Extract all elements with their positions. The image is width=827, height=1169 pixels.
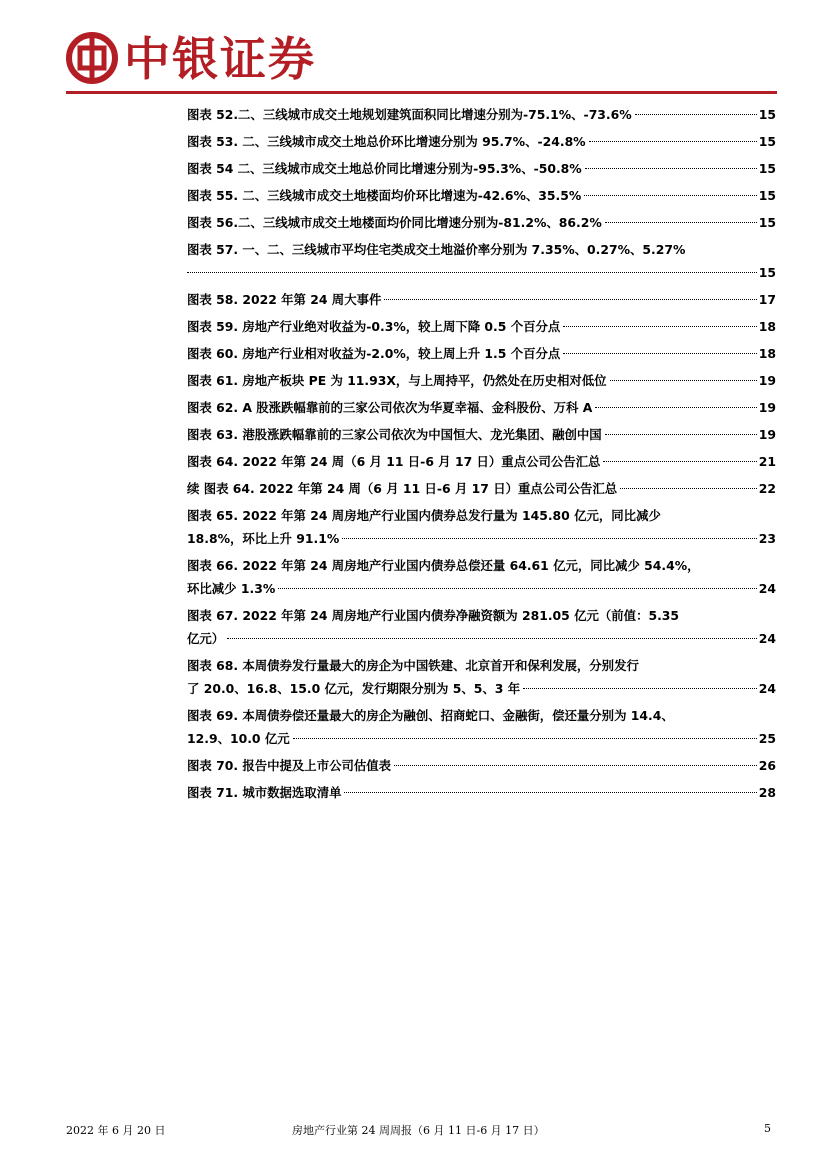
dot-leader — [384, 299, 756, 300]
toc-entry-text: 图表 68. 本周债券发行量最大的房企为中国铁建、北京首开和保利发展，分别发行 — [187, 658, 639, 673]
report-title: 房地产行业第 24 周周报（6 月 11 日-6 月 17 日） — [292, 1124, 545, 1137]
toc-entry[interactable]: 图表 59. 房地产行业绝对收益为-0.3%，较上周下降 0.5 个百分点 18 — [187, 315, 776, 338]
header-divider — [66, 91, 777, 94]
dot-leader — [394, 765, 757, 766]
dot-leader — [605, 434, 757, 435]
dot-leader — [585, 168, 757, 169]
toc-page-number: 19 — [758, 373, 776, 388]
toc-page-number: 21 — [758, 454, 776, 469]
toc-entry-text: 图表 65. 2022 年第 24 周房地产行业国内债券总发行量为 145.80 亿元，同比减少 — [187, 508, 661, 523]
toc-page-number: 18 — [758, 346, 776, 361]
toc-page-number: 24 — [758, 581, 776, 596]
toc-page-number: 18 — [758, 319, 776, 334]
toc-entry[interactable]: 图表 53. 二、三线城市成交土地总价环比增速分别为 95.7%、-24.8% 15 — [187, 130, 776, 153]
toc-page-number: 15 — [758, 188, 776, 203]
toc-entry[interactable]: 图表 67. 2022 年第 24 周房地产行业国内债券净融资额为 281.05 亿元（前值：5.35 亿元） 24 — [187, 604, 776, 650]
toc-page-number: 24 — [758, 631, 776, 646]
toc-page-number: 19 — [758, 400, 776, 415]
toc-entry[interactable]: 图表 54 二、三线城市成交土地总价同比增速分别为-95.3%、-50.8% 15 — [187, 157, 776, 180]
toc-page-number: 23 — [758, 531, 776, 546]
toc-entry[interactable]: 图表 69. 本周债券偿还量最大的房企为融创、招商蛇口、金融街，偿还量分别为 14.4、 12.9、10.0 亿元 25 — [187, 704, 776, 750]
toc-entry[interactable]: 图表 70. 报告中提及上市公司估值表 26 — [187, 754, 776, 777]
toc-page-number: 17 — [758, 292, 776, 307]
dot-leader — [603, 461, 756, 462]
toc-entry[interactable]: 图表 55. 二、三线城市成交土地楼面均价环比增速为-42.6%、35.5% 15 — [187, 184, 776, 207]
dot-leader — [278, 588, 757, 589]
dot-leader — [610, 380, 757, 381]
brand-name: 中银证券 — [124, 32, 316, 86]
toc-page-number: 15 — [758, 134, 776, 149]
toc-entry-text: 图表 69. 本周债券偿还量最大的房企为融创、招商蛇口、金融街，偿还量分别为 14.4、 — [187, 708, 674, 723]
dot-leader — [344, 792, 756, 793]
toc-page-number: 15 — [758, 265, 776, 280]
figure-table-of-contents — [187, 103, 776, 808]
dot-leader — [563, 326, 756, 327]
toc-entry[interactable]: 图表 64. 2022 年第 24 周（6 月 11 日-6 月 17 日）重点公司公告汇总 21 — [187, 450, 776, 473]
dot-leader — [563, 353, 756, 354]
report-date: 2022 年 6 月 20 日 — [66, 1124, 166, 1137]
bank-of-china-logo-icon — [66, 32, 118, 84]
toc-page-number: 28 — [758, 785, 776, 800]
dot-leader — [293, 738, 757, 739]
toc-page-number: 15 — [758, 161, 776, 176]
page-header — [66, 32, 766, 92]
dot-leader — [605, 222, 757, 223]
dot-leader — [635, 114, 757, 115]
toc-entry[interactable]: 图表 71. 城市数据选取清单 28 — [187, 781, 776, 804]
toc-entry[interactable]: 图表 65. 2022 年第 24 周房地产行业国内债券总发行量为 145.80 亿元，同比减少 18.8%，环比上升 91.1% 23 — [187, 504, 776, 550]
toc-page-number: 19 — [758, 427, 776, 442]
toc-entry[interactable]: 图表 52.二、三线城市成交土地规划建筑面积同比增速分别为-75.1%、-73.6% 15 — [187, 103, 776, 126]
toc-entry[interactable]: 图表 63. 港股涨跌幅靠前的三家公司依次为中国恒大、龙光集团、融创中国 19 — [187, 423, 776, 446]
toc-page-number: 26 — [758, 758, 776, 773]
toc-entry[interactable]: 图表 62. A 股涨跌幅靠前的三家公司依次为华夏幸福、金科股份、万科 A 19 — [187, 396, 776, 419]
toc-page-number: 22 — [758, 481, 776, 496]
toc-page-number: 25 — [758, 731, 776, 746]
toc-entry[interactable]: 图表 60. 房地产行业相对收益为-2.0%，较上周上升 1.5 个百分点 18 — [187, 342, 776, 365]
toc-entry[interactable]: 图表 68. 本周债券发行量最大的房企为中国铁建、北京首开和保利发展，分别发行 了 20.0、16.8、15.0 亿元，发行期限分别为 5、5、3 年 24 — [187, 654, 776, 700]
toc-entry[interactable]: 图表 66. 2022 年第 24 周房地产行业国内债券总偿还量 64.61 亿元，同比减少 54.4%， 环比减少 1.3% 24 — [187, 554, 776, 600]
dot-leader — [523, 688, 757, 689]
toc-entry[interactable]: 图表 56.二、三线城市成交土地楼面均价同比增速分别为-81.2%、86.2% 15 — [187, 211, 776, 234]
toc-entry[interactable]: 续 图表 64. 2022 年第 24 周（6 月 11 日-6 月 17 日）重点公司公告汇总 22 — [187, 477, 776, 500]
dot-leader — [187, 272, 757, 273]
toc-page-number: 15 — [758, 107, 776, 122]
toc-entry[interactable]: 图表 61. 房地产板块 PE 为 11.93X，与上周持平，仍然处在历史相对低位 19 — [187, 369, 776, 392]
dot-leader — [584, 195, 756, 196]
toc-page-number: 24 — [758, 681, 776, 696]
toc-entry[interactable]: 图表 58. 2022 年第 24 周大事件 17 — [187, 288, 776, 311]
toc-entry-text: 图表 66. 2022 年第 24 周房地产行业国内债券总偿还量 64.61 亿元，同比减少 54.4%， — [187, 558, 700, 573]
dot-leader — [595, 407, 756, 408]
toc-entry-text: 图表 67. 2022 年第 24 周房地产行业国内债券净融资额为 281.05 亿元（前值：5.35 — [187, 608, 680, 623]
dot-leader — [620, 488, 757, 489]
dot-leader — [227, 638, 757, 639]
dot-leader — [589, 141, 757, 142]
page-number: 5 — [764, 1122, 771, 1135]
toc-entry-text: 图表 57. 一、二、三线城市平均住宅类成交土地溢价率分别为 7.35%、0.27%、5.27% — [187, 242, 686, 257]
dot-leader — [342, 538, 757, 539]
toc-page-number: 15 — [758, 215, 776, 230]
toc-entry[interactable] — [187, 238, 776, 284]
